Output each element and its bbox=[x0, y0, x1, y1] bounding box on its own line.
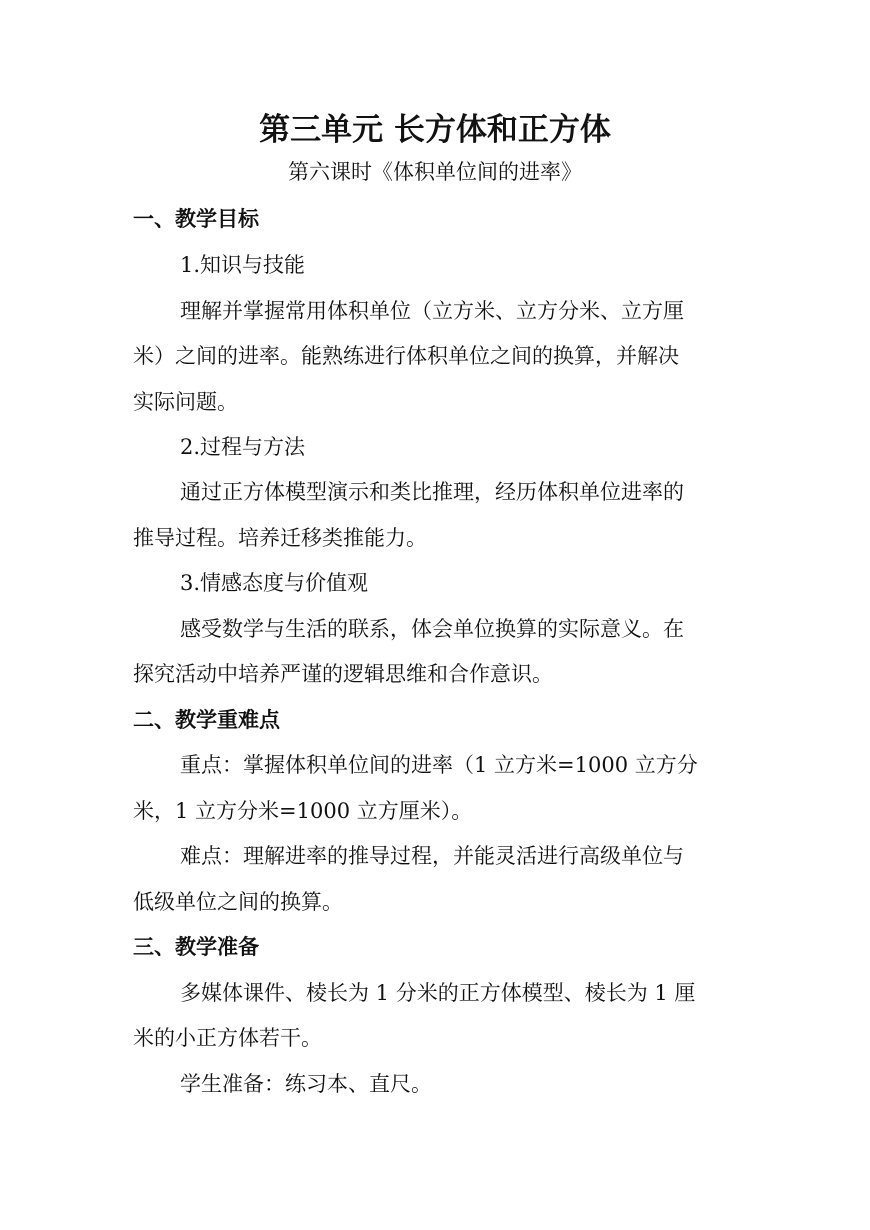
objective-1-text-line-3: 实际问题。 bbox=[133, 390, 238, 414]
section-heading-objectives: 一、教学目标 bbox=[133, 207, 259, 231]
difficulty-line-2: 低级单位之间的换算。 bbox=[133, 890, 343, 914]
section-heading-key-points: 二、教学重难点 bbox=[133, 708, 280, 732]
key-point-line-1: 重点：掌握体积单位间的进率（1 立方米=1000 立方分 bbox=[180, 753, 698, 777]
preparation-line-1: 多媒体课件、棱长为 1 分米的正方体模型、棱长为 1 厘 bbox=[180, 981, 696, 1005]
objective-1-text-line-1: 理解并掌握常用体积单位（立方米、立方分米、立方厘 bbox=[180, 299, 684, 323]
document-title: 第三单元 长方体和正方体 bbox=[259, 112, 611, 148]
objective-2-text-line-2: 推导过程。培养迁移类推能力。 bbox=[133, 526, 427, 550]
objective-3-text-line-1: 感受数学与生活的联系，体会单位换算的实际意义。在 bbox=[180, 617, 684, 641]
section-heading-preparation: 三、教学准备 bbox=[133, 935, 259, 959]
student-preparation-line: 学生准备：练习本、直尺。 bbox=[180, 1072, 432, 1096]
objective-2-title: 2.过程与方法 bbox=[180, 435, 306, 459]
objective-2-text-line-1: 通过正方体模型演示和类比推理，经历体积单位进率的 bbox=[180, 480, 684, 504]
preparation-line-2: 米的小正方体若干。 bbox=[133, 1026, 322, 1050]
objective-1-title: 1.知识与技能 bbox=[180, 253, 306, 277]
key-point-line-2: 米，1 立方分米=1000 立方厘米）。 bbox=[133, 799, 473, 823]
objective-3-title: 3.情感态度与价值观 bbox=[180, 571, 369, 595]
document-subtitle: 第六课时《体积单位间的进率》 bbox=[288, 160, 582, 184]
objective-1-text-line-2: 米）之间的进率。能熟练进行体积单位之间的换算，并解决 bbox=[133, 344, 679, 368]
difficulty-line-1: 难点：理解进率的推导过程，并能灵活进行高级单位与 bbox=[180, 844, 684, 868]
objective-3-text-line-2: 探究活动中培养严谨的逻辑思维和合作意识。 bbox=[133, 662, 553, 686]
